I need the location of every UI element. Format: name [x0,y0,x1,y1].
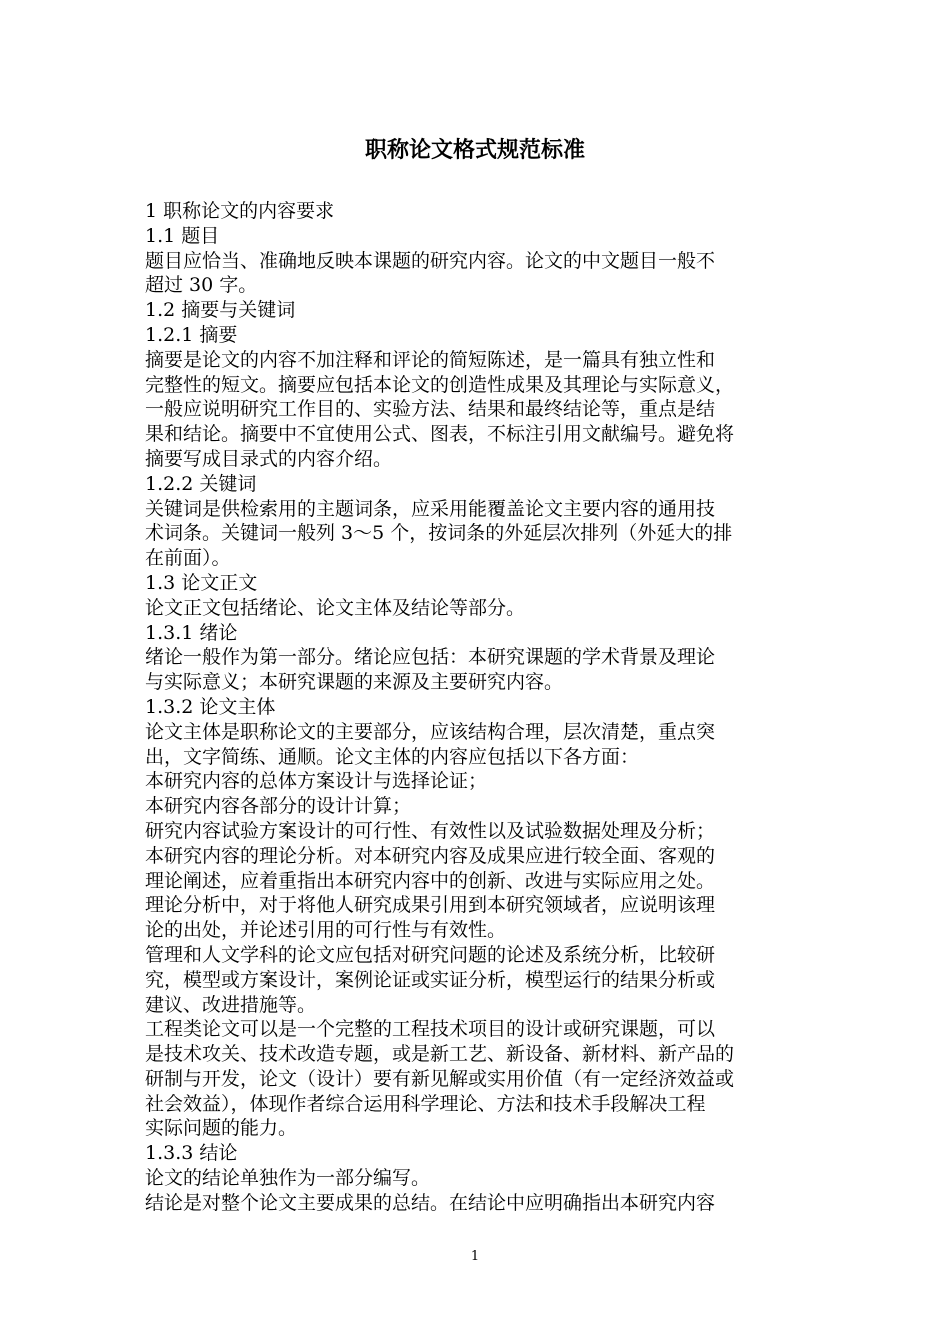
text-line: 理论分析中，对于将他人研究成果引用到本研究领域者，应说明该理 [145,894,716,917]
text-line: 1.3.1 绪论 [145,621,238,644]
text-line: 本研究内容的理论分析。对本研究内容及成果应进行较全面、客观的 [145,844,716,867]
text-line: 研制与开发，论文（设计）要有新见解或实用价值（有一定经济效益或 [145,1067,735,1090]
text-line: 关键词是供检索用的主题词条，应采用能覆盖论文主要内容的通用技 [145,497,716,520]
text-line: 1.2.1 摘要 [145,323,238,346]
text-line: 1 职称论文的内容要求 [145,200,335,222]
text-line: 摘要写成目录式的内容介绍。 [145,447,393,470]
text-line: 本研究内容的总体方案设计与选择论证； [145,770,488,793]
text-line: 1.2.2 关键词 [145,472,257,495]
text-line: 是技术攻关、技术改造专题，或是新工艺、新设备、新材料、新产品的 [145,1043,735,1066]
text-line: 结论是对整个论文主要成果的总结。在结论中应明确指出本研究内容 [145,1191,716,1214]
text-line: 建议、改进措施等。 [145,993,317,1016]
text-line: 1.3.3 结论 [145,1142,238,1165]
text-line: 在前面）。 [145,547,231,570]
text-line: 与实际意义；本研究课题的来源及主要研究内容。 [145,671,564,694]
text-line: 1.1 题目 [145,224,220,247]
text-line: 1.3.2 论文主体 [145,695,276,718]
text-line: 研究内容试验方案设计的可行性、有效性以及试验数据处理及分析； [145,819,716,842]
text-line: 术词条。关键词一般列 3～5 个，按词条的外延层次排列（外延大的排 [145,522,733,545]
text-line: 社会效益），体现作者综合运用科学理论、方法和技术手段解决工程 [145,1092,706,1115]
page-number: 1 [470,1249,480,1264]
document-title: 职称论文格式规范标准 [364,137,585,163]
text-line: 本研究内容各部分的设计计算； [145,795,412,818]
text-line: 实际问题的能力。 [145,1117,298,1140]
text-line: 究，模型或方案设计，案例论证或实证分析，模型运行的结果分析或 [145,968,716,991]
text-line: 超过 30 字。 [145,274,258,297]
text-line: 出，文字简练、通顺。论文主体的内容应包括以下各方面： [145,745,640,768]
text-line: 摘要是论文的内容不加注释和评论的简短陈述，是一篇具有独立性和 [145,348,716,371]
text-line: 工程类论文可以是一个完整的工程技术项目的设计或研究课题，可以 [145,1018,716,1041]
text-line: 果和结论。摘要中不宜使用公式、图表，不标注引用文献编号。避免将 [145,423,735,446]
text-line: 论文正文包括绪论、论文主体及结论等部分。 [145,596,526,619]
text-line: 论文的结论单独作为一部分编写。 [145,1167,431,1190]
text-line: 论文主体是职称论文的主要部分，应该结构合理，层次清楚，重点突 [145,720,716,743]
text-line: 1.2 摘要与关键词 [145,299,296,322]
text-line: 完整性的短文。摘要应包括本论文的创造性成果及其理论与实际意义， [145,373,735,396]
text-line: 理论阐述，应着重指出本研究内容中的创新、改进与实际应用之处。 [145,869,716,892]
text-line: 1.3 论文正文 [145,571,258,594]
text-line: 一般应说明研究工作目的、实验方法、结果和最终结论等，重点是结 [145,398,716,421]
text-line: 论的出处，并论述引用的可行性与有效性。 [145,919,507,942]
document-body [145,199,813,1216]
text-line: 题目应恰当、准确地反映本课题的研究内容。论文的中文题目一般不 [145,249,716,272]
text-line: 绪论一般作为第一部分。绪论应包括：本研究课题的学术背景及理论 [145,646,716,669]
text-line: 管理和人文学科的论文应包括对研究问题的论述及系统分析，比较研 [145,943,716,966]
